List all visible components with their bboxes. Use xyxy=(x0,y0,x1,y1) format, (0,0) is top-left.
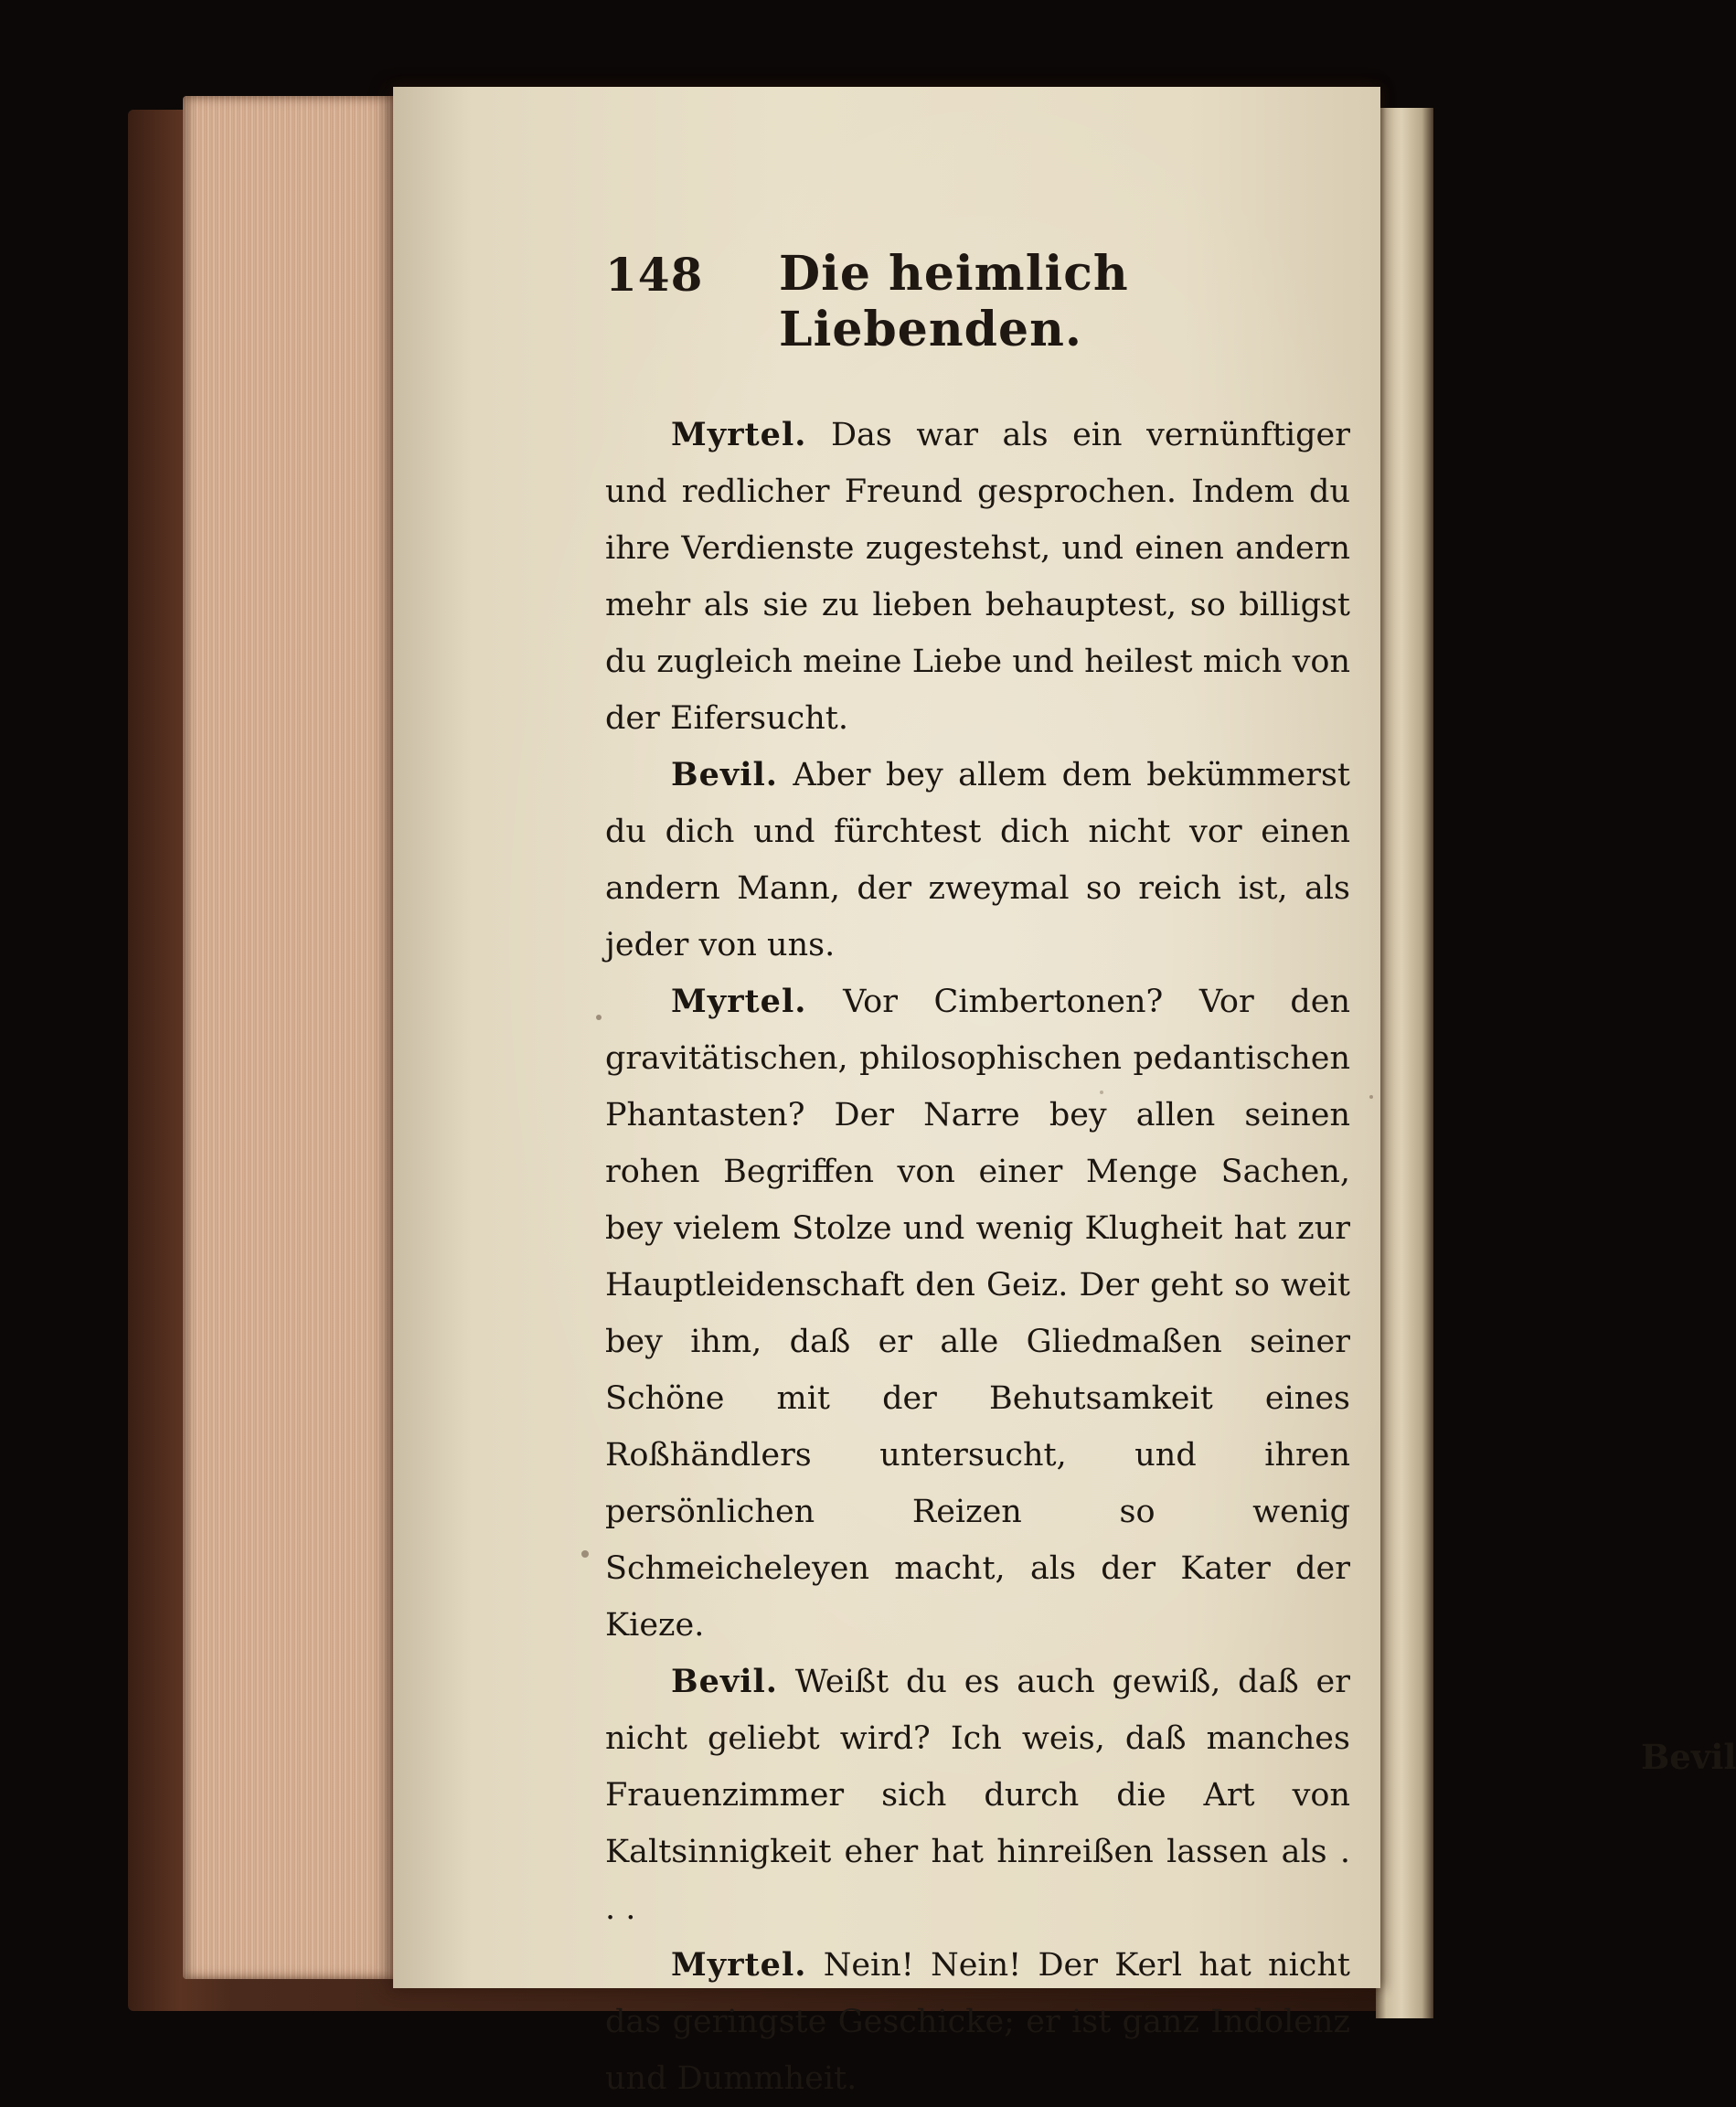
speaker-name: Myrtel. xyxy=(671,1946,807,1984)
running-title: Die heimlich Liebenden. xyxy=(779,246,1129,357)
speaker-name: Myrtel. xyxy=(671,983,807,1020)
page-edges-left xyxy=(183,96,398,1979)
paragraph-text: Weißt du es auch gewiß, daß er nicht geliebt wird? Ich weis, daß manches Frauenzimmer sich durch die Art von Kaltsinnigkeit eher hat hinreißen lassen als . . . xyxy=(605,1664,1350,1927)
paragraph-text: Das war als ein vernünftiger und redlicher Freund gesprochen. Indem du ihre Verdienste zugestehst, und einen andern mehr als sie zu lieben behauptest, so billigst du zugleich meine Liebe und heilest mich von der Eifersucht. xyxy=(605,417,1350,737)
paragraph xyxy=(605,1937,1350,2107)
paragraph xyxy=(605,407,1350,747)
paragraph-text: Aber bey allem dem bekümmerst du dich und fürchtest dich nicht vor einen andern Mann, der zweymal so reich ist, als jeder von uns. xyxy=(605,757,1350,963)
speaker-name: Myrtel. xyxy=(671,416,807,453)
page-edges-right xyxy=(1376,108,1433,2018)
paragraph xyxy=(605,747,1350,974)
speaker-name: Bevil. xyxy=(671,1663,778,1700)
book-page xyxy=(393,87,1736,2097)
paragraph xyxy=(605,974,1350,1654)
body-text xyxy=(605,407,1350,2107)
paragraph-text: Vor Cimbertonen? Vor den gravitätischen, philosophischen pedantischen Phantasten? Der Narre bey allen seinen rohen Begriffen von einer Menge Sachen, bey vielem Stolze und wenig Klugheit hat zur Hauptleidenschaft den Geiz. Der geht so weit bey ihm, daß er alle Gliedmaßen seiner Schöne mit der Behutsamkeit eines Roßhändlers untersucht, und ihren persönlichen Reizen so wenig Schmeicheleyen macht, als der Kater der Kieze. xyxy=(605,984,1350,1644)
catchword: Bevil xyxy=(1641,1737,1736,1777)
paragraph xyxy=(605,1654,1350,1937)
speaker-name: Bevil. xyxy=(671,756,778,793)
page-number: 148 xyxy=(605,248,704,302)
paragraph-text: Nein! Nein! Der Kerl hat nicht das geringste Geschicke; er ist ganz Indolenz und Dummheit. xyxy=(605,1947,1350,2097)
